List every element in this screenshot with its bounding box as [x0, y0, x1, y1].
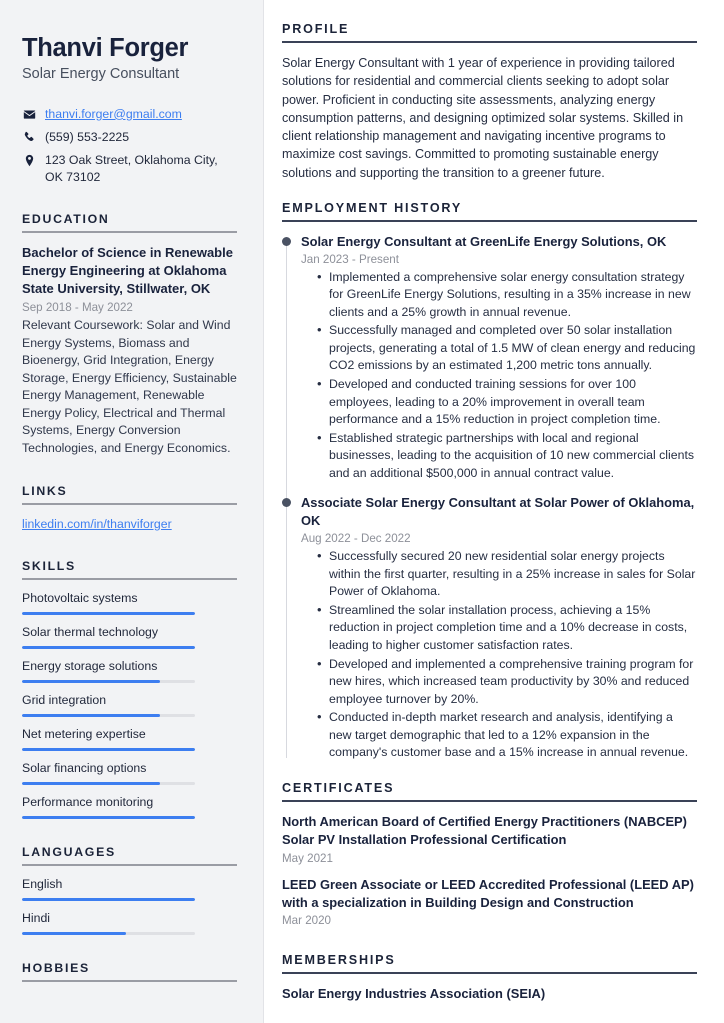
envelope-icon — [22, 106, 36, 121]
section-heading-links: LINKS — [22, 483, 68, 498]
skill-label: Energy storage solutions — [22, 658, 158, 673]
skill-meter-fill — [22, 680, 160, 683]
language-meter — [22, 932, 195, 935]
language-label: Hindi — [22, 910, 51, 925]
list-item: • Implemented a comprehensive solar energy consultation strategy for GreenLife Energy Solutions, resulting in a 35% increase in new clients and a 25% growth in annual revenue. — [317, 269, 697, 322]
contact-email-link[interactable]: thanvi.forger@gmail.com — [45, 106, 182, 121]
section-heading-education: EDUCATION — [22, 211, 110, 226]
list-item: • Successfully secured 20 new residential solar energy projects within the first quarter, resulting in a 25% increase in sales for Solar Power of Oklahoma. — [317, 548, 697, 601]
language-meter-fill — [22, 898, 195, 901]
contact-phone-row — [22, 129, 237, 146]
section-profile — [282, 22, 697, 182]
language-item — [22, 877, 237, 901]
education-title: Bachelor of Science in Renewable Energy Engineering at Oklahoma State University, Stillwater, OK — [22, 244, 233, 297]
section-heading-memberships: MEMBERSHIPS — [282, 953, 396, 968]
section-divider — [282, 41, 697, 43]
contact-email-row[interactable] — [22, 106, 237, 123]
employment-bullets — [301, 269, 697, 483]
main-content — [264, 0, 724, 1023]
language-meter-fill — [22, 932, 126, 935]
section-heading-languages: LANGUAGES — [22, 844, 116, 859]
skill-item — [22, 727, 237, 751]
skill-meter — [22, 612, 195, 615]
skill-meter — [22, 816, 195, 819]
profile-text: Solar Energy Consultant with 1 year of experience in providing tailored solutions for residential and commercial clients seeking to adopt solar power. Proficient in conducting site assessments, analyzing energy consumption patterns, and designing optimized solar systems. Skilled in client relationship management and navigating incentive programs to maximize cost savings. Committed to promoting sustainable energy solutions and supporting the transition to a greener future. — [282, 56, 684, 180]
employment-title: Solar Energy Consultant at GreenLife Energy Solutions, OK — [301, 233, 667, 249]
skill-label: Net metering expertise — [22, 726, 146, 741]
certificate-item — [282, 876, 697, 928]
languages-list — [22, 877, 237, 935]
skill-meter — [22, 646, 195, 649]
contact-list — [22, 106, 237, 186]
skill-label: Grid integration — [22, 692, 107, 707]
employment-item — [301, 494, 697, 762]
certificate-title: North American Board of Certified Energy Practitioners (NABCEP) Solar PV Installation Professional Certification — [282, 814, 687, 848]
section-divider — [282, 220, 697, 222]
skill-item — [22, 625, 237, 649]
section-divider — [282, 800, 697, 802]
sidebar — [0, 0, 264, 1023]
skill-item — [22, 761, 237, 785]
language-meter — [22, 898, 195, 901]
education-entry — [22, 244, 237, 458]
employment-item — [301, 233, 697, 483]
section-divider — [22, 864, 237, 866]
memberships-list — [282, 985, 697, 1003]
section-divider — [22, 231, 237, 233]
education-date: Sep 2018 - May 2022 — [22, 300, 133, 314]
skill-meter — [22, 748, 195, 751]
skill-label: Photovoltaic systems — [22, 590, 138, 605]
list-item: • Conducted in-depth market research and analysis, identifying a new target demographic that led to a 12% expansion in the company's customer base and a 15% increase in annual revenue. — [317, 709, 697, 762]
skill-meter-fill — [22, 748, 195, 751]
list-item: • Developed and implemented a comprehensive training program for new hires, which increased team productivity by 30% and reduced employee turnover by 20%. — [317, 656, 697, 709]
timeline-dot-icon — [282, 498, 291, 507]
skill-meter-fill — [22, 646, 195, 649]
skill-item — [22, 591, 237, 615]
section-skills — [22, 559, 237, 819]
certificate-item — [282, 813, 697, 865]
certificate-date: Mar 2020 — [282, 914, 331, 928]
skills-list — [22, 591, 237, 819]
contact-address-row — [22, 152, 237, 186]
list-item: • Successfully managed and completed over 50 solar installation projects, generating a total of 1.5 MW of clean energy and reducing CO2 emissions by an estimated 1,200 metric tons annually. — [317, 322, 697, 375]
skill-label: Solar financing options — [22, 760, 147, 775]
skill-meter-fill — [22, 612, 195, 615]
membership-title: Solar Energy Industries Association (SEIA) — [282, 986, 546, 1002]
contact-address-value: 123 Oak Street, Oklahoma City, OK 73102 — [45, 152, 218, 184]
employment-title: Associate Solar Energy Consultant at Solar Power of Oklahoma, OK — [301, 495, 695, 529]
skill-meter — [22, 680, 195, 683]
certificates-list — [282, 813, 697, 927]
list-item[interactable] — [22, 516, 237, 533]
section-divider — [22, 503, 237, 505]
skill-meter — [22, 714, 195, 717]
section-memberships — [282, 953, 697, 1003]
skill-item — [22, 693, 237, 717]
skill-meter-fill — [22, 816, 195, 819]
section-education — [22, 212, 237, 458]
education-description: Relevant Coursework: Solar and Wind Energy Systems, Biomass and Bioenergy, Grid Integration, Energy Storage, Energy Efficiency, Sustainable Energy Management, Renewable Energy Policy, Electrical and Thermal Systems, Energy Conversion Technologies, and Energy Economics. — [22, 317, 237, 455]
employment-date: Jan 2023 - Present — [301, 252, 399, 266]
employment-date: Aug 2022 - Dec 2022 — [301, 532, 411, 546]
section-certificates — [282, 781, 697, 927]
page-title: Thanvi Forger — [22, 34, 189, 62]
list-item: • Streamlined the solar installation process, achieving a 15% reduction in project completion time and a 10% decrease in costs, leading to higher customer satisfaction rates. — [317, 602, 697, 655]
section-heading-profile: PROFILE — [282, 22, 350, 36]
section-divider — [22, 578, 237, 580]
skill-meter-fill — [22, 782, 160, 785]
skill-item — [22, 795, 237, 819]
skill-label: Solar thermal technology — [22, 624, 159, 639]
section-divider — [282, 972, 697, 974]
section-heading-employment: EMPLOYMENT HISTORY — [282, 200, 463, 215]
language-label: English — [22, 876, 63, 891]
section-languages — [22, 845, 237, 935]
section-links — [22, 484, 237, 533]
section-heading-certificates: CERTIFICATES — [282, 781, 395, 796]
phone-icon — [22, 129, 36, 144]
contact-phone-value: (559) 553-2225 — [45, 129, 130, 144]
section-divider — [22, 980, 237, 982]
certificate-date: May 2021 — [282, 851, 333, 865]
timeline-dot-icon — [282, 237, 291, 246]
section-hobbies — [22, 961, 237, 982]
section-heading-skills: SKILLS — [22, 558, 76, 573]
language-item — [22, 911, 237, 935]
map-pin-icon — [22, 152, 36, 167]
linkedin-link[interactable]: linkedin.com/in/thanviforger — [22, 516, 172, 531]
section-heading-hobbies: HOBBIES — [22, 960, 90, 975]
skill-label: Performance monitoring — [22, 794, 154, 809]
job-title-subtitle: Solar Energy Consultant — [22, 66, 180, 83]
skill-meter — [22, 782, 195, 785]
certificate-title: LEED Green Associate or LEED Accredited Professional (LEED AP) with a specialization in Building Design and Construction — [282, 876, 694, 910]
skill-meter-fill — [22, 714, 160, 717]
employment-bullets — [301, 548, 697, 762]
list-item: • Established strategic partnerships with local and regional businesses, leading to the acquisition of 10 new commercial clients and an additional $500,000 in annual contract value. — [317, 430, 697, 483]
section-employment-history — [282, 201, 697, 762]
employment-timeline — [282, 233, 697, 762]
list-item: • Developed and conducted training sessions for over 100 employees, leading to a 20% improvement in overall team performance and a 15% reduction in project completion time. — [317, 376, 697, 429]
skill-item — [22, 659, 237, 683]
